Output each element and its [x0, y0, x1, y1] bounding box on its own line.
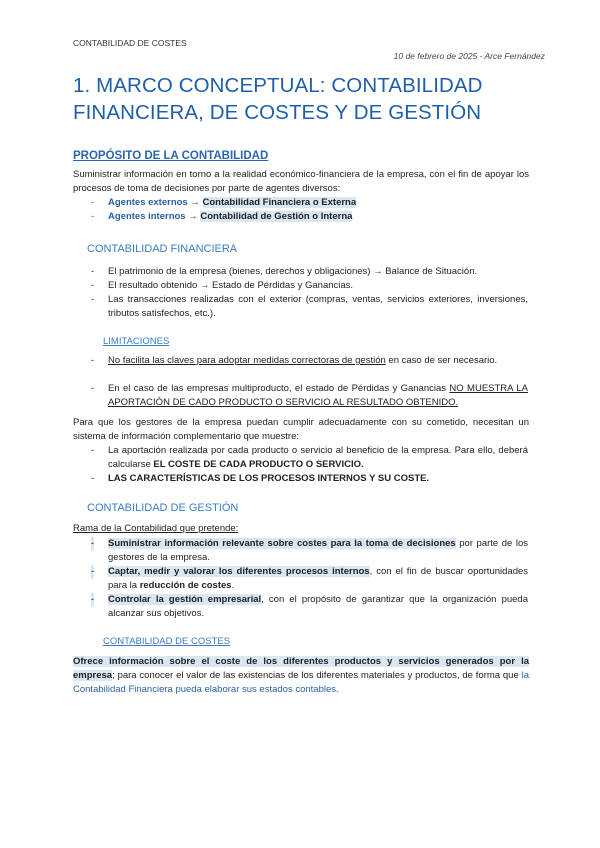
gestion-heading: CONTABILIDAD DE GESTIÓN — [87, 502, 239, 514]
financiera-heading: CONTABILIDAD FINANCIERA — [87, 243, 238, 255]
costes-text: Ofrece información sobre el coste de los diferentes productos y servicios generados por la empresa; para conocer el valor de las existencias de los diferentes materiales y productos, de forma que la Contabilidad Financiera pueda elaborar sus estados contables. — [73, 656, 529, 695]
list-item: - Agentes internos → Contabilidad de Gestión o Interna — [91, 211, 353, 222]
costes-heading: CONTABILIDAD DE COSTES — [103, 636, 231, 647]
list-item: - LAS CARACTERÍSTICAS DE LOS PROCESOS INTERNOS Y SU COSTE. — [91, 473, 430, 484]
page-title: 1. MARCO CONCEPTUAL: CONTABILIDAD FINANCIERA, DE COSTES Y DE GESTIÓN — [73, 74, 483, 124]
limitaciones-heading: LIMITACIONES — [103, 336, 170, 347]
list-item: - Las transacciones realizadas con el exterior (compras, ventas, servicios exteriores, inversiones, tributos satisfechos, etc.). — [91, 294, 528, 319]
list-item: - El resultado obtenido → Estado de Pérdidas y Ganancias. — [91, 280, 354, 291]
list-item: - Suministrar información relevante sobre costes para la toma de decisiones por parte de los gestores de la empresa. — [91, 538, 529, 563]
agent-externos: Agentes externos — [108, 197, 188, 208]
gestion-intro: Rama de la Contabilidad que pretende: — [73, 523, 239, 534]
proposito-text: Suministrar información en torno a la realidad económico-financiera de la empresa, con el fin de apoyar los procesos de toma de decisiones por parte de agentes diversos: — [73, 169, 529, 194]
agent-internos: Agentes internos — [108, 211, 189, 222]
header-course: CONTABILIDAD DE COSTES — [73, 38, 187, 48]
target-financiera: Contabilidad Financiera o Externa — [202, 197, 357, 208]
list-item: - En el caso de las empresas multiproducto, el estado de Pérdidas y Ganancias NO MUESTRA LA APORTACIÓN DE CADO PRODUCTO O SERVICIO AL RESULTADO OBTENIDO. — [91, 383, 528, 408]
list-item: - Agentes externos → Contabilidad Financiera o Externa — [91, 197, 357, 208]
list-item: - La aportación realizada por cada producto o servicio al beneficio de la empresa. Para ello, deberá calcularse EL COSTE DE CADA PRODUCTO O SERVICIO. — [91, 445, 528, 470]
list-item: - El patrimonio de la empresa (bienes, derechos y obligaciones) → Balance de Situación. — [91, 266, 478, 277]
list-item: - Captar, medir y valorar los diferentes procesos internos, con el fin de buscar oportunidades para la reducción de costes. — [91, 566, 529, 591]
limitaciones-para: Para que los gestores de la empresa puedan cumplir adecuadamente con su cometido, necesitan un sistema de información complementario que muestre: — [73, 417, 529, 442]
header-date-author: 10 de febrero de 2025 - Arce Fernández — [393, 51, 545, 61]
list-item: - Controlar la gestión empresarial, con el propósito de garantizar que la organización pueda alcanzar sus objetivos. — [91, 594, 528, 619]
proposito-heading: PROPÓSITO DE LA CONTABILIDAD — [73, 150, 269, 162]
list-item: - No facilita las claves para adoptar medidas correctoras de gestión en caso de ser necesario. — [91, 355, 498, 366]
target-gestion: Contabilidad de Gestión o Interna — [200, 211, 353, 222]
